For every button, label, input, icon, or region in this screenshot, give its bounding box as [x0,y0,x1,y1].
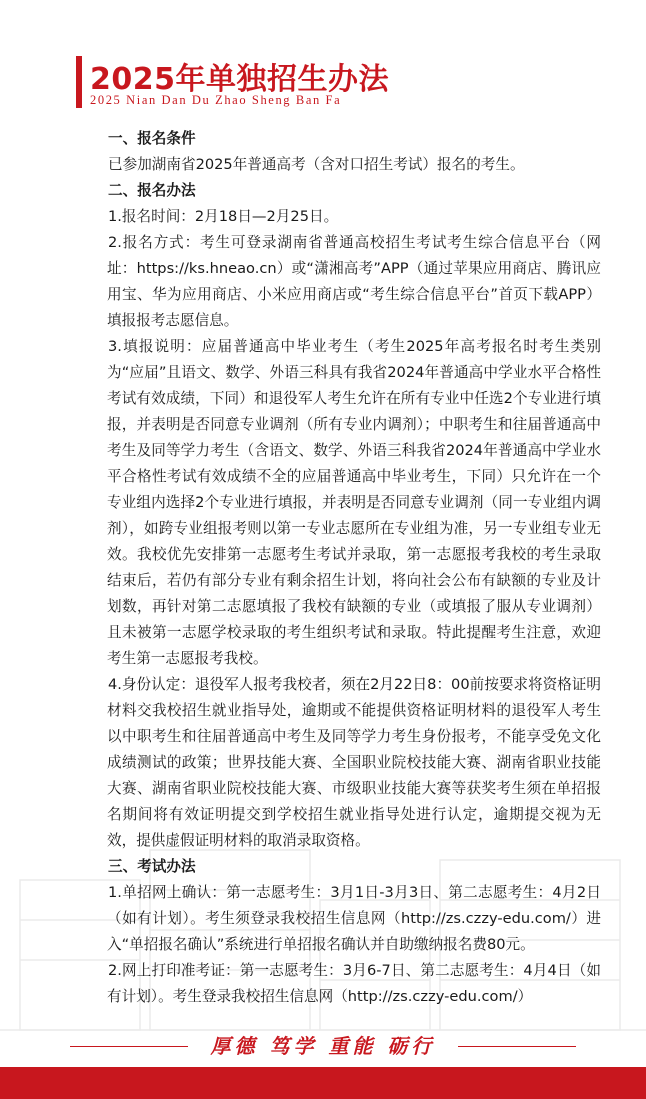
paragraph: 2.网上打印准考证：第一志愿考生：3月6-7日、第二志愿考生：4月4日（如有计划）。考生登录我校招生信息网（http://zs.czzy-edu.com/） [107,962,601,1005]
article-body [107,126,601,1010]
section-heading: 二、报名办法 [108,182,196,199]
slogan-divider-right [458,1046,576,1047]
section-heading: 三、考试办法 [108,858,196,875]
page-title: 2025年单独招生办法 [90,62,389,97]
footer-band [0,1067,646,1099]
paragraph: 1.单招网上确认：第一志愿考生：3月1日-3月3日、第二志愿考生：4月2日（如有计划）。考生须登录我校招生信息网（http://zs.czzy-edu.com/）进入“单招报名确认”系统进行单招报名确认并自助缴纳报名费80元。 [107,884,601,953]
paragraph: 1.报名时间：2月18日—2月25日。 [108,208,339,225]
paragraph: 4.身份认定：退役军人报考我校者，须在2月22日8：00前按要求将资格证明材料交我校招生就业指导处，逾期或不能提供资格证明材料的退役军人考生以中职考生和往届普通高中考生及同等学力考生身份报考，不能享受免文化成绩测试的政策；世界技能大赛、全国职业院校技能大赛、湖南省职业技能大赛、湖南省职业院校技能大赛、市级职业技能大赛等获奖考生须在单招报名期间将有效证明提交到学校招生就业指导处进行认定，逾期提交视为无效，提供虚假证明材料的取消录取资格。 [107,676,601,849]
page-subtitle-pinyin: 2025 Nian Dan Du Zhao Sheng Ban Fa [90,93,342,107]
paragraph: 已参加湖南省2025年普通高考（含对口招生考试）报名的考生。 [108,156,525,173]
section-heading: 一、报名条件 [108,130,196,147]
paragraph: 2.报名方式：考生可登录湖南省普通高校招生考试考生综合信息平台（网址：https://ks.hneao.cn）或“潇湘高考”APP（通过苹果应用商店、腾讯应用宝、华为应用商店、小米应用商店或“考生综合信息平台”首页下载APP）填报报考志愿信息。 [107,234,601,329]
paragraph: 3.填报说明：应届普通高中毕业考生（考生2025年高考报名时考生类别为“应届”且语文、数学、外语三科具有我省2024年普通高中学业水平合格性考试有效成绩，下同）和退役军人考生允许在所有专业中任选2个专业进行填报，并表明是否同意专业调剂（所有专业内调剂）；中职考生和往届普通高中考生及同等学力考生（含语文、数学、外语三科我省2024年普通高中学业水平合格性考试有效成绩不全的应届普通高中毕业考生，下同）只允许在一个专业组内选择2个专业进行填报，并表明是否同意专业调剂（同一专业组内调剂），如跨专业组报考则以第一专业志愿所在专业组为准，另一专业组专业无效。我校优先安排第一志愿考生考试并录取，第一志愿报考我校的考生录取结束后，若仍有部分专业有剩余招生计划，将向社会公布有缺额的专业及计划数，再针对第二志愿填报了我校有缺额的专业（或填报了服从专业调剂）且未被第一志愿学校录取的考生组织考试和录取。特此提醒考生注意，欢迎考生第一志愿报考我校。 [107,338,601,667]
school-motto: 厚德 笃学 重能 砺行 [210,1034,436,1058]
title-accent-bar [76,56,82,108]
